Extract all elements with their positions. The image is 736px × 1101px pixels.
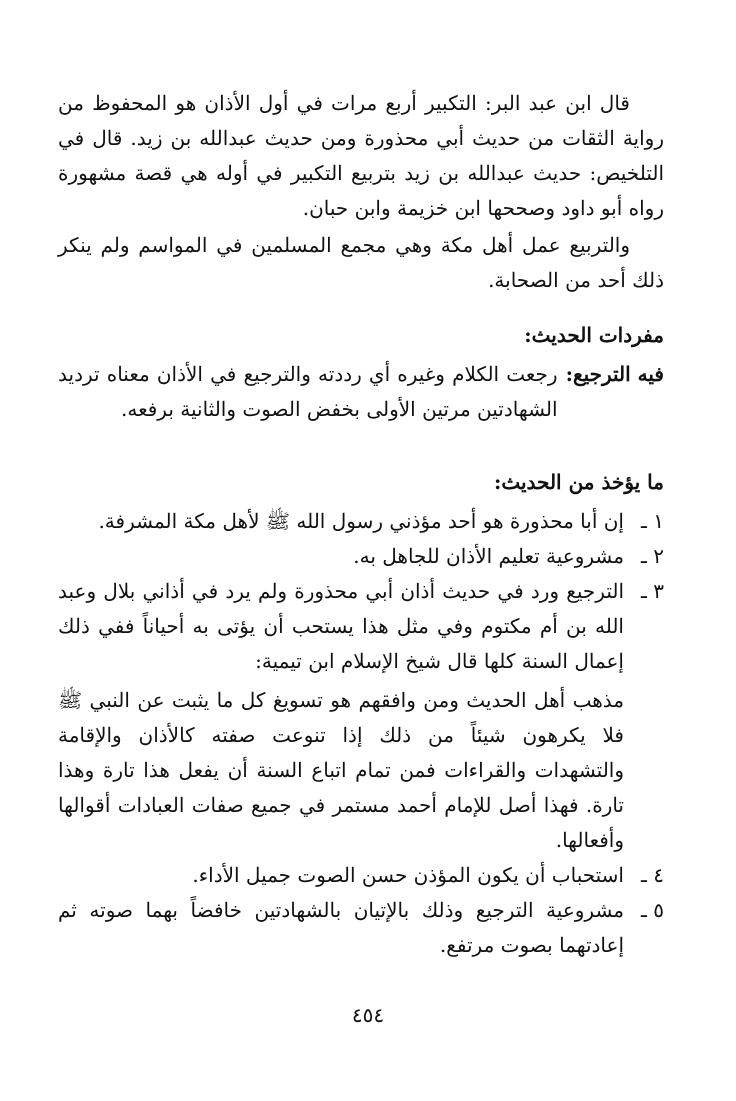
vocab-definition [58, 357, 664, 427]
item-number: ٤ ـ [641, 863, 664, 887]
page-number: ٤٥٤ [351, 1003, 385, 1027]
ibn-taymiyyah-quote: مذهب أهل الحديث ومن وافقهم هو تسويغ كل ما يثبت عن النبي ﷺ فلا يكرهون شيئاً من ذلك إذا تنوعت صفته كالأذان والإقامة والتشهدات والقراءات فمن تمام اتباع السنة أن يفعل هذا تارة وهذا تارة. فهذا أصل للإمام أحمد مستمر في جميع صفات العبادات أقوالها وأفعالها. [58, 688, 624, 852]
item-number: ٣ ـ [641, 579, 664, 603]
list-item [58, 504, 664, 539]
item-number: ٥ ـ [641, 898, 664, 922]
item-number: ١ ـ [641, 509, 664, 533]
item-text: استحباب أن يكون المؤذن حسن الصوت جميل الأداء. [192, 863, 624, 887]
lessons-heading: ما يؤخذ من الحديث: [493, 470, 664, 494]
item-text: إن أبا محذورة هو أحد مؤذني رسول الله ﷺ لأهل مكة المشرفة. [98, 509, 624, 533]
list-item [58, 858, 664, 893]
vocab-term: فيه الترجيع: [565, 362, 664, 386]
list-item [58, 893, 664, 963]
vocab-heading: مفردات الحديث: [524, 323, 664, 347]
vocab-definition-text: رجعت الكلام وغيره أي رددته والترجيع في الأذان معناه ترديد الشهادتين مرتين الأولى بخفض الصوت والثانية برفعه. [58, 362, 558, 421]
item-text: مشروعية تعليم الأذان للجاهل به. [353, 544, 624, 568]
item-number: ٢ ـ [641, 544, 664, 568]
intro-paragraph-1: قال ابن عبد البر: التكبير أربع مرات في أول الأذان هو المحفوظ من رواية الثقات من حديث أبي محذورة ومن حديث عبدالله بن زيد. قال في التلخيص: حديث عبدالله بن زيد بتربيع التكبير في أوله هي قصة مشهورة رواه أبو داود وصححها ابن خزيمة وابن حبان. [58, 91, 664, 220]
list-item [58, 574, 664, 679]
item-text: مشروعية الترجيع وذلك بالإتيان بالشهادتين خافضاً بهما صوته ثم إعادتهما بصوت مرتفع. [58, 898, 624, 957]
list-item [58, 539, 664, 574]
item-text: الترجيع ورد في حديث أذان أبي محذورة ولم يرد في أذاني بلال وعبد الله بن أم مكتوم وفي مثل هذا يستحب أن يؤتى به أحياناً ففي ذلك إعمال السنة كلها قال شيخ الإسلام ابن تيمية: [58, 579, 624, 673]
intro-paragraph-2: والتربيع عمل أهل مكة وهي مجمع المسلمين في المواسم ولم ينكر ذلك أحد من الصحابة. [58, 233, 664, 292]
